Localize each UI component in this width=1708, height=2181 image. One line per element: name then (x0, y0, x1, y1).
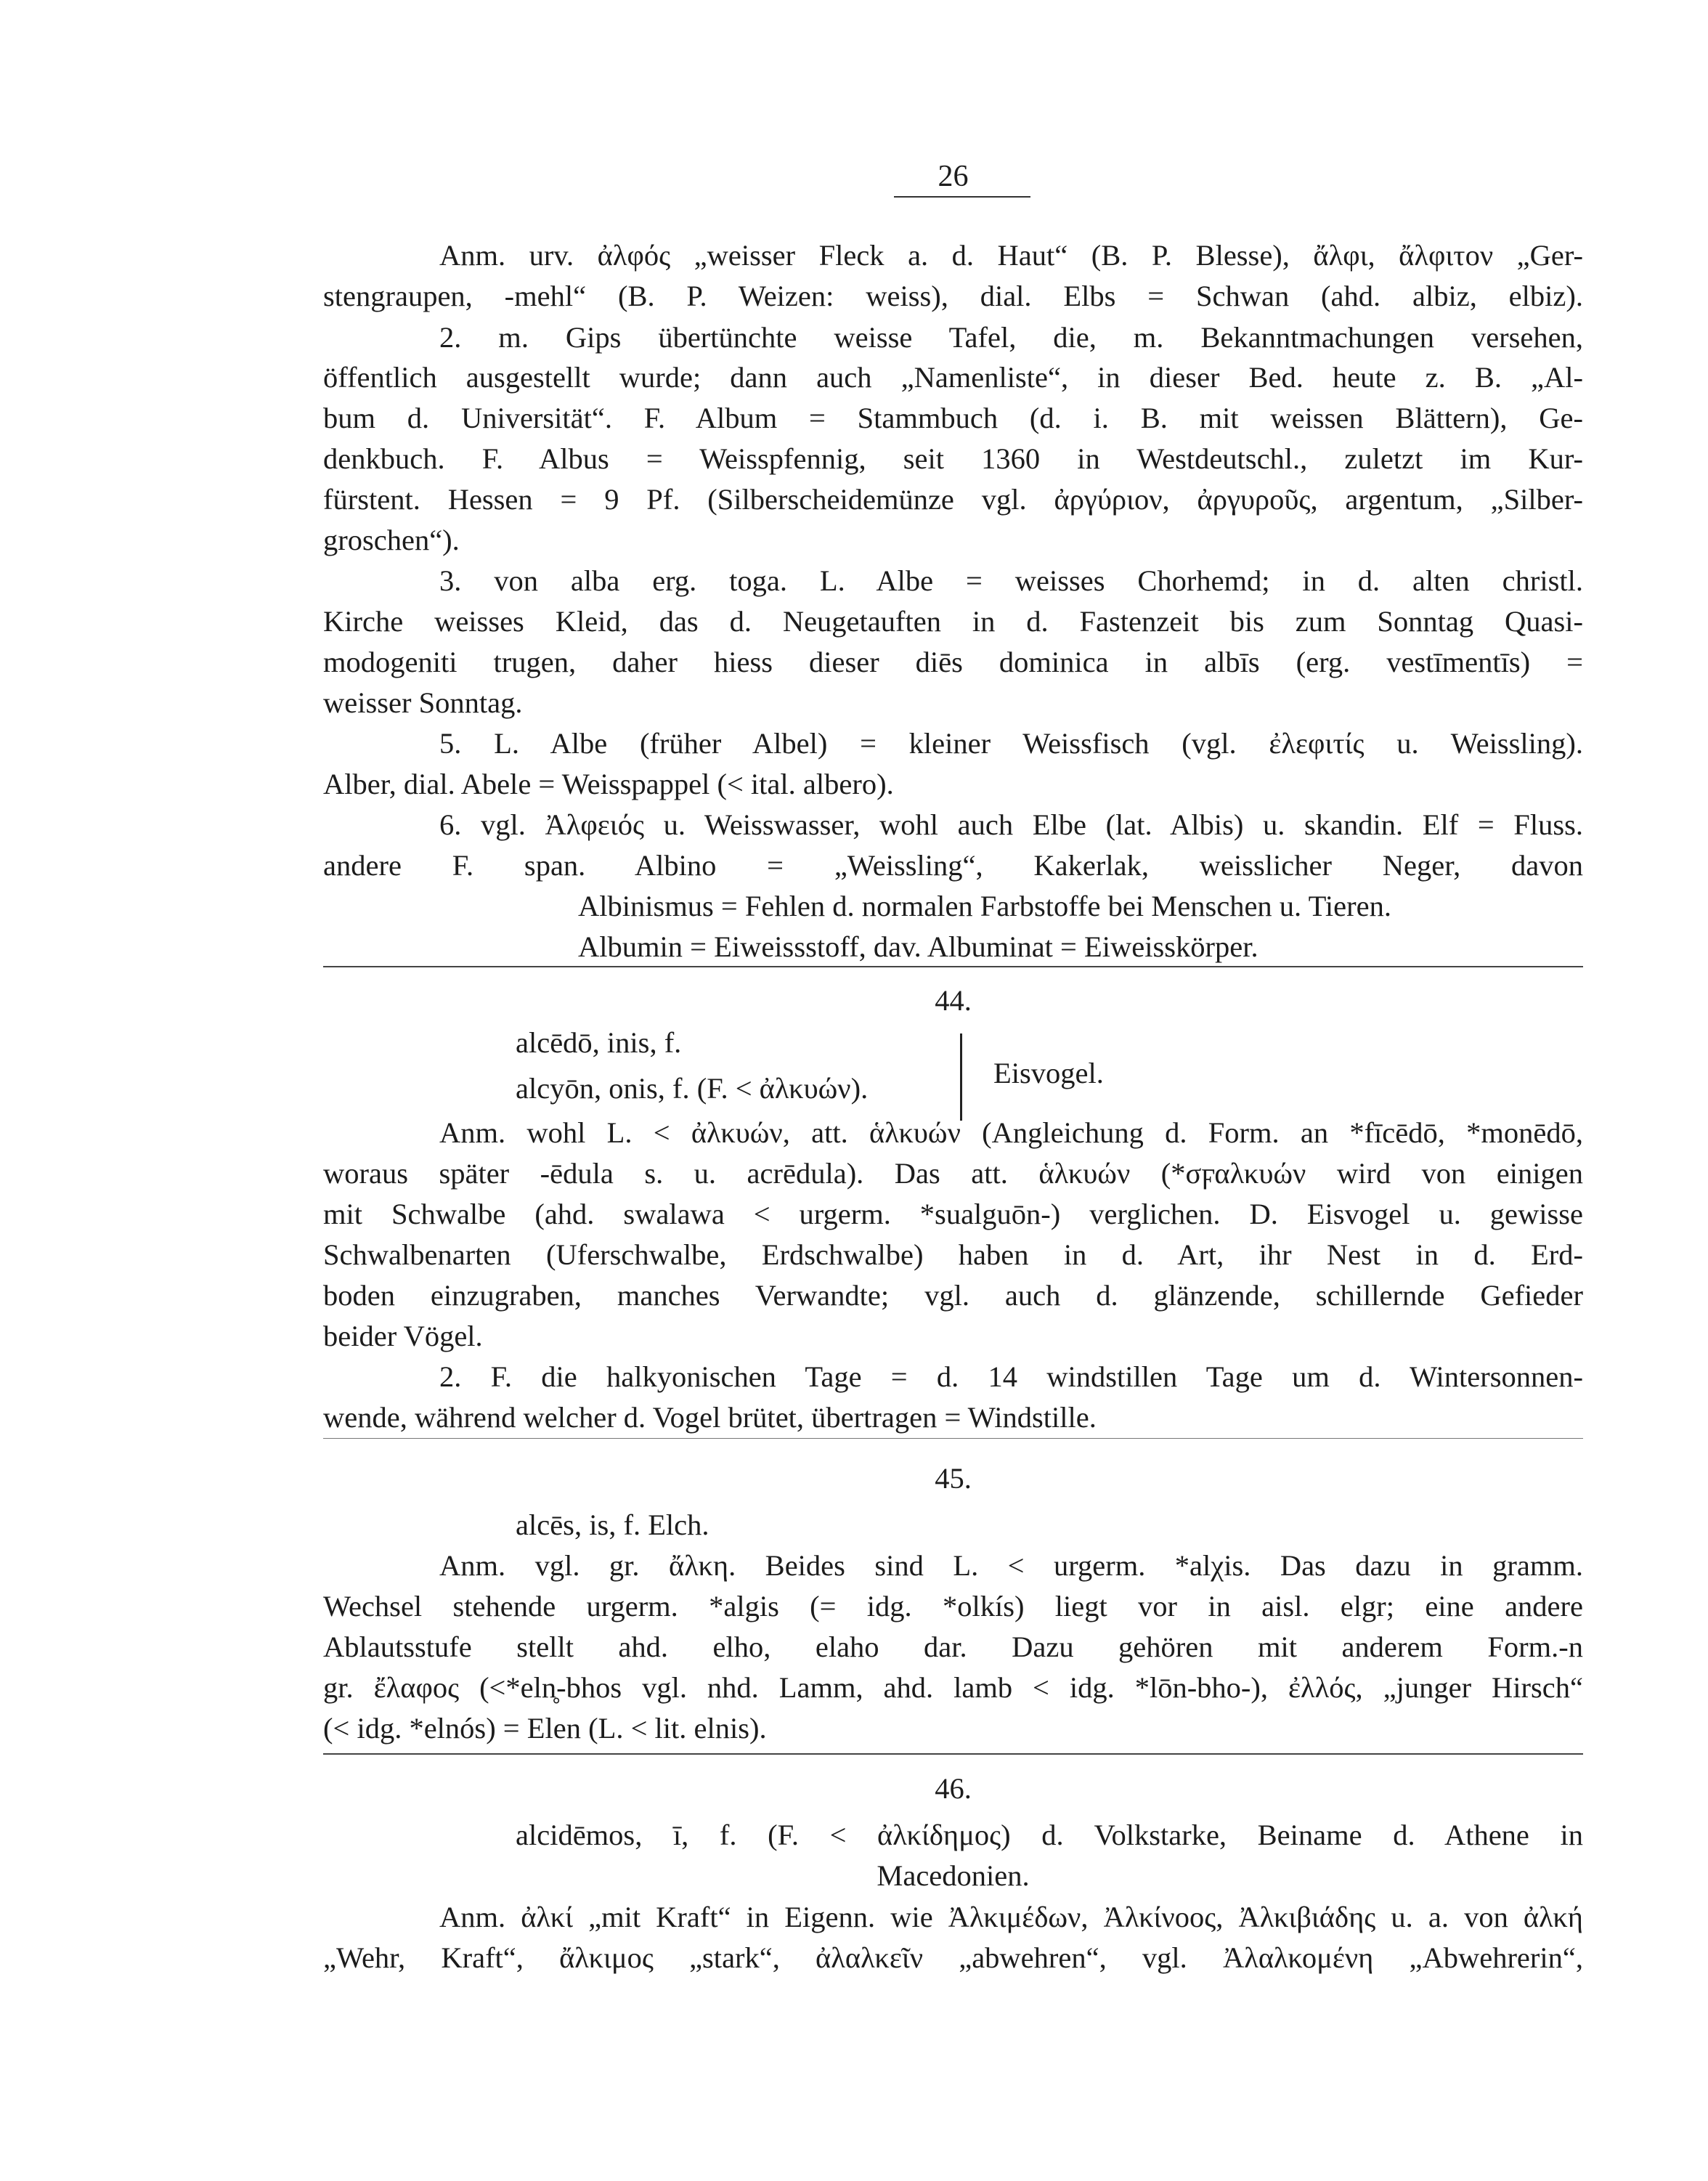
text-line: wende, während welcher d. Vogel brütet, übertragen = Windstille. (323, 1401, 1097, 1434)
text-line: stengraupen, -mehl“ (B. P. Weizen: weiss), dial. Elbs = Schwan (ahd. albiz, elbiz). (323, 280, 1583, 312)
entry-number: 46. (935, 1772, 972, 1805)
entry-headword: alcēs, is, f. Elch. (516, 1508, 709, 1541)
text-line: boden einzugraben, manches Verwandte; vgl. auch d. glänzende, schillernde Gefieder (323, 1279, 1583, 1312)
entry-number: 45. (935, 1462, 972, 1495)
text-line: beider Vögel. (323, 1320, 483, 1352)
text-line: öffentlich ausgestellt wurde; dann auch „Namenliste“, in dieser Bed. heute z. B. „Al- (323, 361, 1583, 394)
text-line: Wechsel stehende urgerm. *algis (= idg. *olkís) liegt vor in aisl. elgr; eine andere (323, 1590, 1583, 1622)
dictionary-page (323, 0, 1583, 2181)
text-line: „Wehr, Kraft“, ἄλκιμος „stark“, ἀλαλκεῖν „abwehren“, vgl. Ἀλαλκομένη „Abwehrerin“, (323, 1941, 1583, 1974)
text-line: Anm. wohl L. < ἀλκυών, att. ἁλκυών (Angleichung d. Form. an *fīcēdō, *monēdō, (439, 1116, 1583, 1149)
entry-headword: alcēdō, inis, f. (516, 1026, 682, 1059)
text-line: Alber, dial. Abele = Weisspappel (< ital. albero). (323, 768, 894, 800)
text-line: denkbuch. F. Albus = Weisspfennig, seit 1360 in Westdeutschl., zuletzt im Kur- (323, 442, 1583, 475)
text-line: andere F. span. Albino = „Weissling“, Kakerlak, weisslicher Neger, davon (323, 849, 1583, 882)
text-line: mit Schwalbe (ahd. swalawa < urgerm. *sualguōn-) verglichen. D. Eisvogel u. gewisse (323, 1198, 1583, 1230)
text-line: weisser Sonntag. (323, 686, 523, 719)
text-line: Albumin = Eiweissstoff, dav. Albuminat = Eiweisskörper. (578, 930, 1258, 963)
text-line: bum d. Universität“. F. Album = Stammbuch (d. i. B. mit weissen Blättern), Ge- (323, 402, 1583, 434)
text-line: 3. von alba erg. toga. L. Albe = weisses Chorhemd; in d. alten christl. (439, 564, 1583, 597)
page-number: 26 (938, 160, 969, 193)
text-line: woraus später -ēdula s. u. acrēdula). Das att. ἁλκυών (*σϝαλκυών wird von einigen (323, 1157, 1583, 1190)
text-line: gr. ἔλαφος (<*eln̥-bhos vgl. nhd. Lamm, ahd. lamb < idg. *lōn-bho-), ἐλλός, „junger Hirsch“ (323, 1671, 1583, 1704)
text-line: 6. vgl. Ἀλφειός u. Weisswasser, wohl auch Elbe (lat. Albis) u. skandin. Elf = Fluss. (439, 808, 1583, 841)
text-line: Ablautsstufe stellt ahd. elho, elaho dar. Dazu gehören mit anderem Form.-n (323, 1630, 1583, 1663)
entry-headword: alcyōn, onis, f. (F. < ἀλκυών). (516, 1072, 869, 1105)
text-line: 5. L. Albe (früher Albel) = kleiner Weissfisch (vgl. ἐλεφιτίς u. Weissling). (439, 727, 1583, 760)
text-line: modogeniti trugen, daher hiess dieser diēs dominica in albīs (erg. vestīmentīs) = (323, 646, 1583, 678)
text-line: Anm. vgl. gr. ἄλκη. Beides sind L. < urgerm. *alχis. Das dazu in gramm. (439, 1549, 1583, 1582)
text-line: 2. F. die halkyonischen Tage = d. 14 windstillen Tage um d. Wintersonnen- (439, 1360, 1583, 1393)
section-divider (323, 966, 1583, 967)
section-divider (323, 1753, 1583, 1755)
headword-brace (953, 1033, 962, 1121)
text-line: Kirche weisses Kleid, das d. Neugetauften in d. Fastenzeit bis zum Sonntag Quasi- (323, 605, 1583, 638)
text-line: (< idg. *elnós) = Elen (L. < lit. elnis). (323, 1712, 767, 1745)
text-line: Schwalbenarten (Uferschwalbe, Erdschwalbe) haben in d. Art, ihr Nest in d. Erd- (323, 1238, 1583, 1271)
entry-meaning: Eisvogel. (993, 1057, 1104, 1089)
text-line: Anm. ἀλκί „mit Kraft“ in Eigenn. wie Ἀλκιμέδων, Ἀλκίνοος, Ἀλκιβιάδης u. a. von ἀλκή (439, 1901, 1583, 1933)
text-line: Albinismus = Fehlen d. normalen Farbstoffe bei Menschen u. Tieren. (578, 890, 1391, 922)
text-line: Anm. urv. ἀλφός „weisser Fleck a. d. Haut“ (B. P. Blesse), ἄλφι, ἄλφιτον „Ger- (439, 239, 1583, 272)
text-line: fürstent. Hessen = 9 Pf. (Silberscheidemünze vgl. ἀργύριον, ἀργυροῦς, argentum, „Silber- (323, 483, 1583, 516)
text-line: 2. m. Gips übertünchte weisse Tafel, die, m. Bekanntmachungen versehen, (439, 321, 1583, 354)
text-line: groschen“). (323, 524, 460, 556)
entry-number: 44. (935, 984, 972, 1017)
entry-headword-cont: Macedonien. (877, 1859, 1030, 1892)
section-divider (323, 1438, 1583, 1439)
entry-headword: alcidēmos, ī, f. (F. < ἀλκίδημος) d. Volkstarke, Beiname d. Athene in (516, 1819, 1583, 1851)
page-number-rule (894, 196, 1030, 198)
